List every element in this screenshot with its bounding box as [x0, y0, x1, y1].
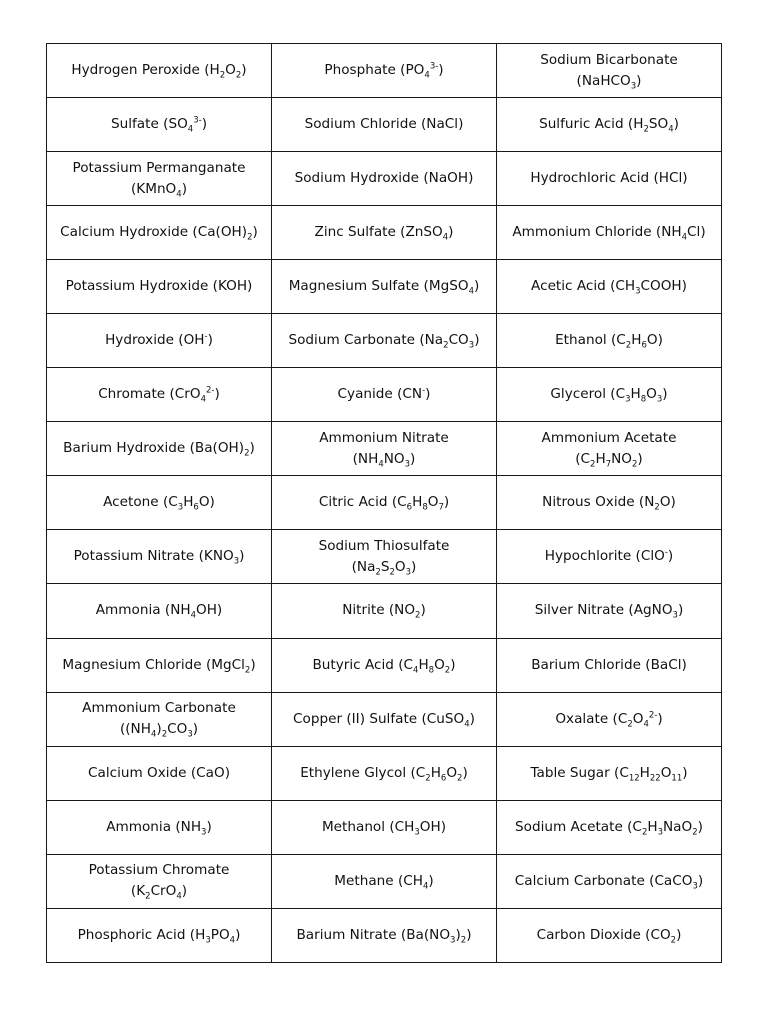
compound-label: Hypochlorite (ClO-) — [544, 547, 674, 565]
compound-cell — [47, 206, 272, 260]
table-row — [47, 530, 722, 584]
compound-label: Acetic Acid $(CH_3COOH)$ — [531, 278, 687, 297]
compound-label: Copper (II) Sulfate (CuSO$_4$) — [293, 710, 475, 730]
compound-label: Sulfate $(SO_4^{3-})$ — [110, 115, 207, 135]
compound-label: Magnesium Chloride (MgCl$_2$) — [62, 656, 256, 676]
compound-label: Cyanide (CN-) — [337, 385, 431, 403]
compound-label: Phosphoric Acid $(H_3PO_4)$ — [77, 926, 241, 946]
compound-cell — [272, 206, 497, 260]
compound-label: Calcium Hydroxide $(Ca(OH)_2)$ — [60, 224, 258, 243]
compound-label: Nitrite $(NO_2)$ — [342, 602, 426, 622]
compound-label: Sodium Chloride (NaCl) — [304, 116, 464, 133]
compound-label: Glycerol $(C_3H_8O_3)$ — [550, 386, 668, 406]
compound-cell — [47, 476, 272, 530]
compound-cell — [497, 314, 722, 368]
compound-label: Sodium Carbonate $(Na_2CO_3)$ — [288, 332, 480, 351]
compound-cell — [272, 152, 497, 206]
compound-cell — [497, 584, 722, 638]
compound-label: Calcium Oxide (CaO) — [88, 764, 230, 781]
table-row — [47, 152, 722, 206]
compound-cell — [272, 98, 497, 152]
table-row — [47, 422, 722, 476]
compound-label: Potassium Nitrate $(KNO_3)$ — [73, 548, 245, 568]
compound-label: Potassium Permanganate (KMnO$_4$) — [72, 159, 246, 200]
compound-label: Chromate (CrO$_4^{2-}$) — [98, 385, 220, 406]
compound-cell — [47, 314, 272, 368]
compound-cell — [497, 368, 722, 422]
compound-cell — [272, 44, 497, 98]
compound-label: Phosphate $(PO_4^{3-})$ — [324, 61, 444, 81]
compound-label: Zinc Sulfate (ZnSO$_4$) — [314, 224, 454, 243]
compound-label: Hydroxide (OH-) — [105, 331, 213, 349]
compound-cell — [497, 476, 722, 530]
compound-cell — [272, 476, 497, 530]
compound-cell — [47, 800, 272, 854]
compound-cell — [47, 746, 272, 800]
table-row — [47, 854, 722, 908]
compound-cell — [497, 746, 722, 800]
compound-cell — [497, 260, 722, 314]
compound-cell — [272, 584, 497, 638]
compound-label: Ammonium Carbonate $((NH_4)_2CO_3)$ — [82, 700, 236, 740]
compound-label: Sodium Bicarbonate (NaHCO$_3$) — [540, 51, 678, 92]
table-row — [47, 908, 722, 962]
table-row — [47, 260, 722, 314]
compound-label: Sodium Hydroxide (NaOH) — [294, 170, 474, 187]
compound-cell — [272, 530, 497, 584]
compound-cell — [497, 152, 722, 206]
compound-label: Potassium Hydroxide (KOH) — [65, 278, 253, 295]
compound-label: Citric Acid $(C_6H_8O_7)$ — [318, 494, 450, 514]
compound-label: Hydrogen Peroxide $(H_2O_2)$ — [71, 62, 247, 81]
compound-cell — [272, 260, 497, 314]
compound-label: Nitrous Oxide $(N_2O)$ — [542, 494, 676, 514]
compound-cell — [497, 44, 722, 98]
compound-cell — [497, 854, 722, 908]
compound-label: Table Sugar $(C_{12}H_{22}O_{11})$ — [530, 764, 688, 784]
compound-cell — [272, 368, 497, 422]
table-row — [47, 800, 722, 854]
compound-cell — [272, 746, 497, 800]
compound-cell — [272, 638, 497, 692]
table-row — [47, 746, 722, 800]
compound-label: Barium Hydroxide $(Ba(OH)_2)$ — [63, 440, 255, 460]
compound-cell — [47, 44, 272, 98]
compound-label: Ammonia $(NH_4OH)$ — [95, 602, 223, 622]
compound-cell — [47, 422, 272, 476]
compound-label: Sodium Thiosulfate $(Na_2S_2O_3)$ — [318, 537, 450, 578]
table-row — [47, 206, 722, 260]
compound-cell — [497, 206, 722, 260]
compound-grid-body — [47, 44, 722, 963]
compound-label: Ammonium Acetate $(C_2H_7NO_2)$ — [541, 429, 677, 470]
compound-cell — [47, 638, 272, 692]
compound-cell — [497, 638, 722, 692]
compound-cell — [47, 98, 272, 152]
table-row — [47, 314, 722, 368]
compound-label: Ethylene Glycol $(C_2H_6O_2)$ — [300, 764, 468, 784]
compound-label: Carbon Dioxide $(CO_2)$ — [536, 926, 682, 946]
compound-cell — [47, 584, 272, 638]
compound-cell — [272, 692, 497, 746]
compound-cell — [497, 422, 722, 476]
compound-cell — [272, 908, 497, 962]
compound-label: Magnesium Sulfate (MgSO$_4$) — [288, 278, 480, 297]
compound-label: Ammonium Chloride $(NH_4Cl)$ — [512, 224, 706, 243]
compound-cell — [497, 98, 722, 152]
compound-cell — [497, 692, 722, 746]
table-row — [47, 584, 722, 638]
compound-label: Ammonia $(NH_3)$ — [106, 818, 212, 838]
compound-cell — [47, 908, 272, 962]
compound-cell — [272, 422, 497, 476]
compound-cell — [47, 260, 272, 314]
compound-cell — [47, 692, 272, 746]
compound-label: Silver Nitrate (AgNO$_3$) — [534, 602, 684, 622]
table-row — [47, 476, 722, 530]
compound-label: Barium Nitrate $(Ba(NO_3)_2)$ — [296, 926, 472, 946]
compound-label: Barium Chloride (BaCl) — [531, 656, 687, 673]
compound-label: Oxalate $(C_2O_4^{2-})$ — [555, 710, 663, 730]
table-row — [47, 44, 722, 98]
compound-cell — [272, 314, 497, 368]
compound-label: Ammonium Nitrate $(NH_4NO_3)$ — [319, 429, 449, 470]
compound-label: Methane $(CH_4)$ — [334, 872, 434, 892]
compound-cell — [47, 368, 272, 422]
compound-cell — [272, 800, 497, 854]
table-row — [47, 98, 722, 152]
compound-label: Sulfuric Acid $(H_2SO_4)$ — [539, 116, 679, 135]
compound-grid — [46, 43, 722, 963]
compound-cell — [497, 908, 722, 962]
compound-label: Sodium Acetate $(C_2H_3NaO_2)$ — [515, 818, 703, 838]
compound-label: Butyric Acid $(C_4H_8O_2)$ — [312, 656, 456, 676]
compound-label: Methanol $(CH_3OH)$ — [321, 818, 447, 838]
compound-cell — [47, 854, 272, 908]
compound-label: Acetone $(C_3H_6O)$ — [103, 494, 215, 514]
compound-cell — [47, 530, 272, 584]
compound-label: Hydrochloric Acid (HCl) — [530, 170, 688, 187]
compound-label: Potassium Chromate $(K_2CrO_4)$ — [88, 862, 230, 902]
compound-label: Calcium Carbonate (CaCO$_3$) — [514, 872, 704, 892]
compound-cell — [497, 800, 722, 854]
compound-cell — [47, 152, 272, 206]
table-row — [47, 368, 722, 422]
compound-label: Ethanol $(C_2H_6O)$ — [555, 332, 663, 351]
table-row — [47, 638, 722, 692]
compound-cell — [497, 530, 722, 584]
table-row — [47, 692, 722, 746]
compound-cell — [272, 854, 497, 908]
